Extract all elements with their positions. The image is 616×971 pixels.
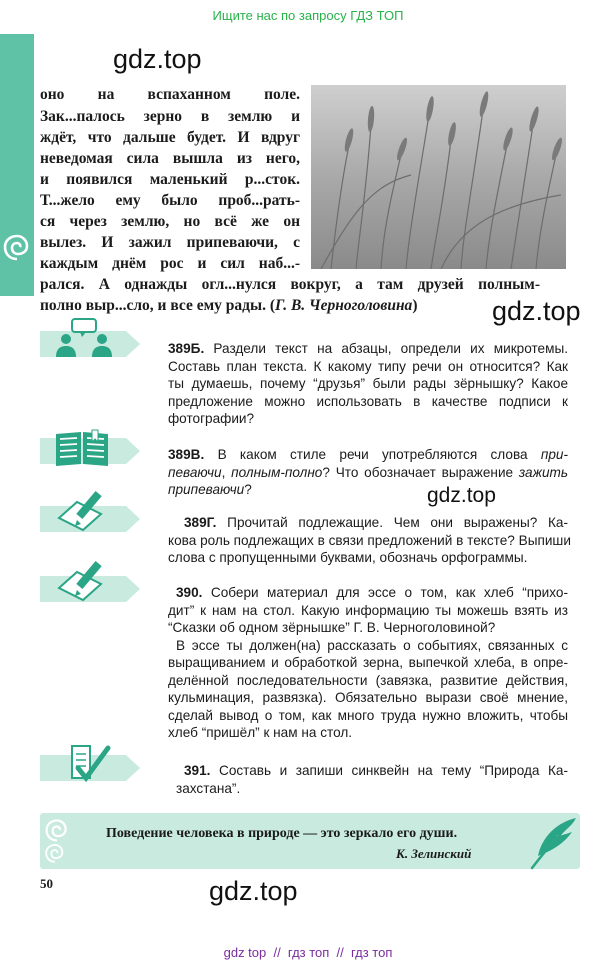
story-line: и появился маленький р...сток. bbox=[40, 171, 300, 188]
story-line: Зак...палось зерно в землю и bbox=[40, 108, 300, 125]
swirl-icon bbox=[2, 232, 32, 262]
pair-discussion-icon bbox=[52, 317, 116, 359]
task-391: 391. Составь и запиши синквейн на тему “Природа Ка- захстана”. bbox=[176, 763, 568, 796]
watermark: gdz.top bbox=[427, 484, 496, 507]
band-arrow bbox=[126, 576, 140, 602]
band-arrow bbox=[126, 438, 140, 464]
story-line: Т...жело ему было проб...рать- bbox=[40, 192, 300, 209]
wheat-field-photo bbox=[311, 85, 566, 269]
story-line: вылез. И зажил припеваючи, с bbox=[40, 234, 300, 251]
swirl-icon bbox=[44, 817, 70, 843]
story-line: каждым днём рос и сил наб...- bbox=[40, 255, 300, 272]
story-line: оно на вспаханном поле. bbox=[40, 86, 300, 103]
task-390: 390. Собери материал для эссе о том, как хлеб “прихо- дит” к нам на стол. Какую информацию ты можешь взять из “Сказки об одном зёрнышке” Г. В. Черноголовиной? В эссе ты должен(на) рассказать о событиях, связанных с выращиванием и обработкой зерна, выпечкой хлеба, в опре- делённой последовательности (завязка, развитие действия, кульминация, развязка). Обязательно вырази своё мнение, сделай вывод о том, как много труда нужно вложить, чтобы хлеб “пришёл” к нам на стол. bbox=[168, 585, 569, 740]
story-line: ся через землю, но всё же он bbox=[40, 213, 300, 230]
bottom-link-bar[interactable]: gdz top // гдз топ // гдз топ bbox=[223, 945, 393, 960]
checkmark-paper-icon bbox=[66, 742, 112, 786]
task-389v: 389В. В каком стиле речи употребляются слова при- певаючи, полным-полно? Что обозначает выражение зажить припеваючи? bbox=[168, 447, 568, 497]
page-number: 50 bbox=[40, 876, 53, 891]
book-icon bbox=[54, 428, 110, 468]
quote-author: К. Зелинский bbox=[396, 846, 472, 861]
watermark: gdz.top bbox=[113, 44, 202, 74]
watermark: gdz.top bbox=[492, 296, 581, 326]
feather-icon bbox=[528, 816, 580, 870]
story-line: ждёт, что дальше будет. И вдруг bbox=[40, 129, 300, 146]
quote-text: Поведение человека в природе — это зеркало его души. bbox=[106, 826, 458, 841]
band-arrow bbox=[126, 506, 140, 532]
story-line: неведомая сила вышла из него, bbox=[40, 150, 300, 167]
pencil-paper-icon bbox=[55, 558, 109, 602]
band-arrow bbox=[126, 331, 140, 357]
top-banner[interactable]: Ищите нас по запросу ГДЗ ТОП bbox=[212, 8, 404, 23]
story-line: рался. А однажды огл...нулся вокруг, а там друзей полным- bbox=[40, 276, 540, 293]
pencil-paper-icon bbox=[55, 488, 109, 532]
task-389g: 389Г. Прочитай подлежащие. Чем они выражены? Ка- кова роль подлежащих в связи предложений в тексте? Выпиши слова с пропущенными буквами, обозначь орфограммы. bbox=[168, 515, 571, 565]
story-last-line: полно выр...сло, и все ему рады. (Г. В. Черноголовина) bbox=[40, 297, 418, 314]
story-author: Г. В. Черноголовина bbox=[275, 297, 413, 314]
task-389b: 389Б. Раздели текст на абзацы, определи их микротемы. Составь план текста. К какому типу речи он относится? Как ты думаешь, почему “друзья” были рады зёрнышку? Какое предложение можно использовать в качестве подписи к фотографии? bbox=[168, 341, 568, 426]
band-arrow bbox=[126, 755, 140, 781]
watermark: gdz.top bbox=[209, 876, 298, 906]
swirl-icon bbox=[44, 842, 66, 864]
